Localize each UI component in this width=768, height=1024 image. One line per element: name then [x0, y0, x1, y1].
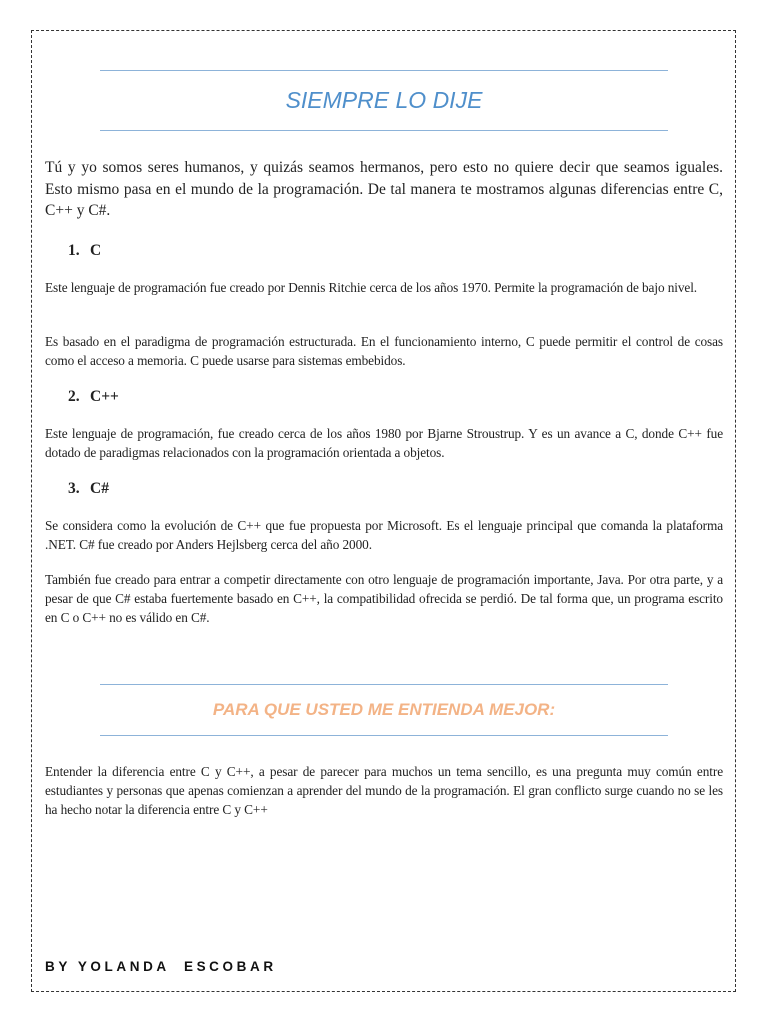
title-rule-top — [100, 70, 668, 71]
section-heading-csharp — [68, 480, 109, 498]
section-label: C++ — [90, 388, 119, 405]
section-cpp-paragraph-1: Este lenguaje de programación, fue creado cerca de los años 1980 por Bjarne Stroustrup. Y es un avance a C, donde C++ fue dotado de paradigmas relacionados con la programación orientada a objetos. — [45, 426, 723, 460]
closing-paragraph: Entender la diferencia entre C y C++, a pesar de parecer para muchos un tema sencillo, es una pregunta muy común entre estudiantes y personas que apenas comienzan a aprender del mundo de la programación. El gran conflicto surge cuando no se les ha hecho notar la diferencia entre C y C++ — [45, 764, 723, 817]
subtitle-rule-top — [100, 684, 668, 685]
section-label: C# — [90, 480, 109, 497]
section-heading-cpp — [68, 388, 119, 406]
section-csharp-paragraph-2: También fue creado para entrar a competir directamente con otro lenguaje de programación importante, Java. Por otra parte, y a pesar de que C# estaba fuertemente basado en C++, la compatibilidad ofrecida se perdió. De tal forma que, un programa escrito en C o C++ no es válido en C#. — [45, 572, 723, 625]
section-number: 3. — [68, 480, 80, 497]
section-csharp-paragraph-1: Se considera como la evolución de C++ que fue propuesta por Microsoft. Es el lenguaje principal que comanda la plataforma .NET. C# fue creado por Anders Hejlsberg cerca del año 2000. — [45, 518, 723, 552]
section-label: C — [90, 242, 102, 259]
section-c-paragraph-2: Es basado en el paradigma de programación estructurada. En el funcionamiento interno, C puede permitir el control de cosas como el acceso a memoria. C puede usarse para sistemas embebidos. — [45, 334, 723, 368]
section-c-paragraph-1: Este lenguaje de programación fue creado por Dennis Ritchie cerca de los años 1970. Permite la programación de bajo nivel. — [45, 280, 698, 295]
author-byline: BY YOLANDA ESCOBAR — [45, 959, 277, 974]
subtitle: PARA QUE USTED ME ENTIENDA MEJOR: — [212, 700, 556, 719]
subtitle-rule-bottom — [100, 735, 668, 736]
intro-paragraph: Tú y yo somos seres humanos, y quizás seamos hermanos, pero esto no quiere decir que seamos iguales. Esto mismo pasa en el mundo de la programación. De tal manera te mostramos algunas diferencias entre C, C++ y C#. — [45, 159, 723, 219]
section-number: 1. — [68, 242, 80, 259]
title-rule-bottom — [100, 130, 668, 131]
section-heading-c — [68, 242, 101, 260]
section-number: 2. — [68, 388, 80, 405]
page-title: SIEMPRE LO DIJE — [285, 87, 483, 113]
